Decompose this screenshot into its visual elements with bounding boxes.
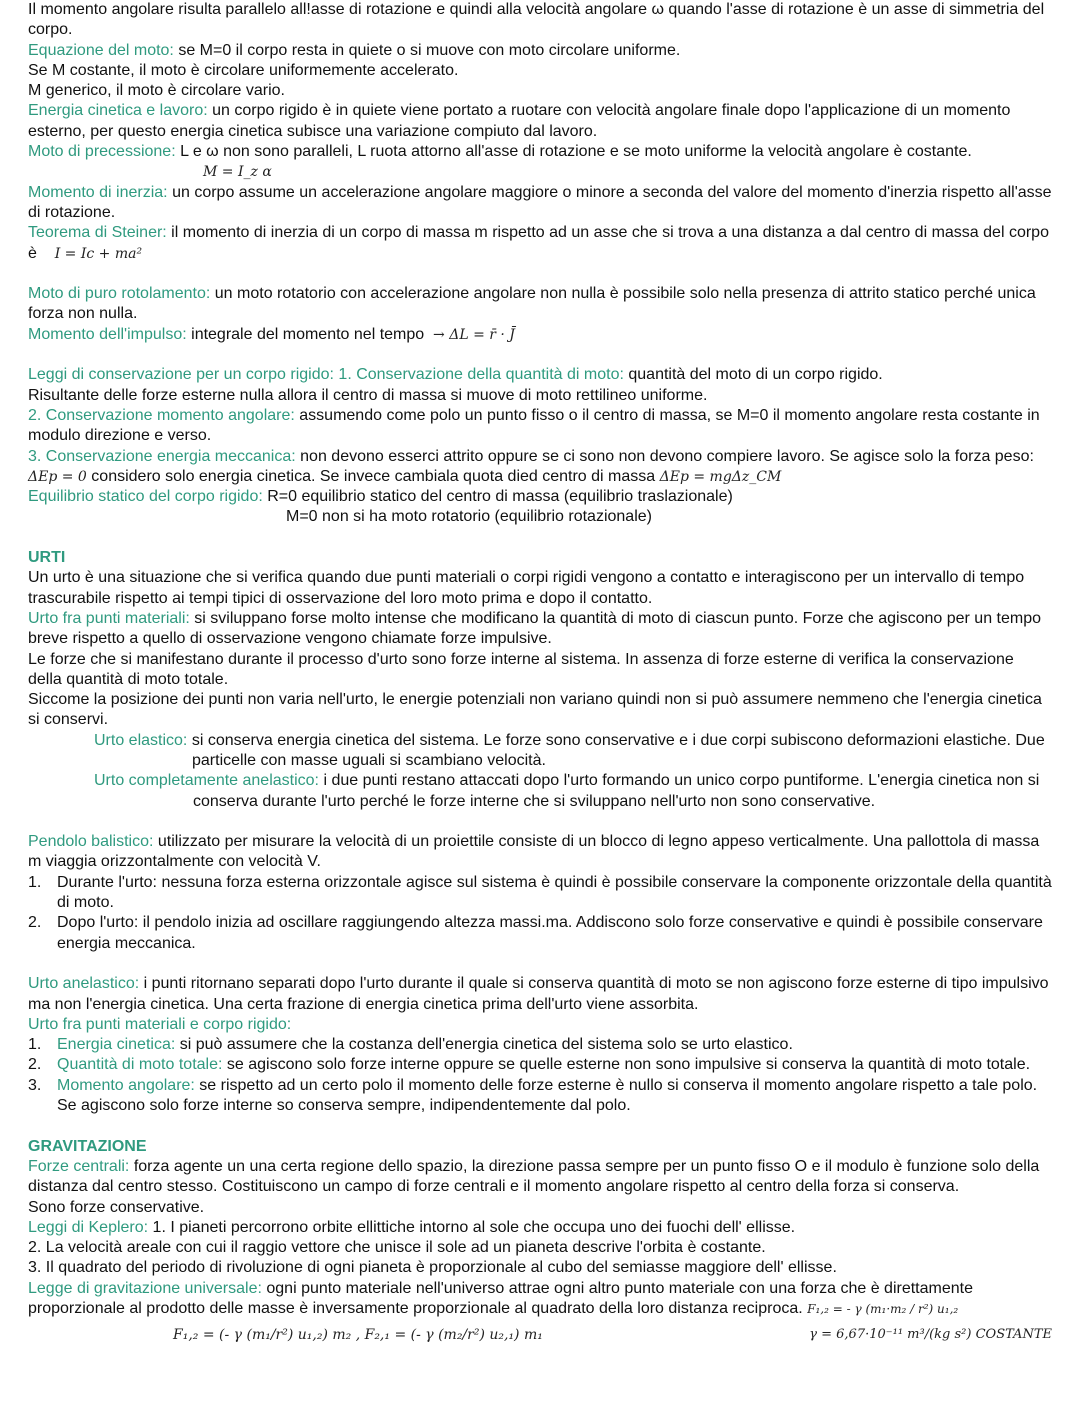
- paragraph-precession: Moto di precessione: L e ω non sono paralleli, L ruota attorno all'asse di rotazione e se moto uniforme la velocità angolare è costante.: [28, 143, 972, 161]
- paragraph-rotational-equilibrium: M=0 non si ha moto rotatorio (equilibrio rotazionale): [286, 508, 652, 526]
- paragraph-angular-momentum: Il momento angolare risulta parallelo all!asse di rotazione e quindi alla velocità angolare ω quando l'asse di rotazione è un asse di simmetria del corpo.: [28, 1, 1045, 39]
- paragraph-urto-definition: Un urto è una situazione che si verifica quando due punti materiali o corpi rigidi vengono a contatto e interagiscono per un intervallo di tempo trascurabile rispetto ai tempi tipici di osservazione del loro moto prima e dopo il contatto.: [28, 569, 1025, 607]
- formula-row: [28, 1319, 1052, 1349]
- handwritten-formula: I = Ic + ma²: [54, 245, 143, 262]
- section-heading-gravitazione: GRAVITAZIONE: [28, 1137, 147, 1155]
- term-label: Equilibrio statico del corpo rigido:: [28, 488, 263, 506]
- paragraph-moment-of-inertia: Momento di inerzia: un corpo assume un accelerazione angolare maggiore o minore a seconda del valore del momento d'inerzia rispetto all'asse di rotazione.: [28, 183, 1052, 221]
- paragraph-forze-centrali: Forze centrali: forza agente un una certa regione dello spazio, la direzione passa sempre per un punto fisso O e il modulo è funzione solo della distanza dal centro stesso. Costituiscono un campo di forze centrali e il momento angolare rispetto al centro della forza si conserva.: [28, 1157, 1040, 1196]
- handwritten-formula: F₁,₂ = - γ (m₁·m₂ / r²) u₁,₂: [807, 1302, 959, 1316]
- paragraph-equation-of-motion: Equazione del moto: se M=0 il corpo resta in quiete o si muove con moto circolare uniforme.: [28, 41, 681, 59]
- section-heading-urti: URTI: [28, 549, 66, 567]
- paragraph-urto-corpo-rigido: Urto fra punti materiali e corpo rigido:: [28, 1015, 292, 1033]
- handwritten-formula: γ = 6,67·10⁻¹¹ m³/(kg s²) COSTANTE: [809, 1327, 1052, 1343]
- term-label: Urto fra punti materiali:: [28, 609, 190, 627]
- paragraph-steiner: Teorema di Steiner: il momento di inerzia di un corpo di massa m rispetto ad un asse che si trova a una distanza a dal centro di massa del corpo è I = Ic + ma²: [28, 224, 1049, 262]
- formula-row: [28, 162, 1052, 182]
- paragraph-keplero-2: 2. La velocità areale con cui il raggio vettore che unisce il sole ad un pianeta descrive l'orbita è costante.: [28, 1239, 766, 1257]
- paragraph-conservation-angular: 2. Conservazione momento angolare: assumendo come polo un punto fisso o il centro di massa, se M=0 il momento angolare resta costante in modulo direzione e verso.: [28, 406, 1040, 445]
- paragraph-conservative: Sono forze conservative.: [28, 1198, 205, 1216]
- handwritten-formula: → ΔL = r̄ · J̄: [433, 326, 515, 343]
- handwritten-formula: F₁,₂ = (- γ (m₁/r²) u₁,₂) m₂ , F₂,₁ = (- γ (m₂/r²) u₂,₁) m₁: [173, 1327, 543, 1344]
- paragraph-generic-moment: M generico, il moto è circolare vario.: [28, 82, 285, 100]
- list-item: 2. Quantità di moto totale: se agiscono solo forze interne oppure se quelle esterne non sono impulsive si conserva la quantità di moto totale.: [28, 1056, 1031, 1074]
- paragraph-urto-punti: Urto fra punti materiali: si sviluppano forse molto intense che modificano la quantità di moto di ciascun punto. Forze che agiscono per un tempo breve rispetto a quello di osservazione vengono chiamate forze impulsive.: [28, 609, 1041, 648]
- handwritten-formula: ΔEp = mgΔz_CM: [659, 468, 782, 485]
- paragraph-pendolo: Pendolo balistico: utilizzato per misurare la velocità di un proiettile consiste di un blocco di legno appeso verticalmente. Una pallottola di massa m viaggia orizzontalmente con velocità V.: [28, 833, 1040, 871]
- paragraph-urto-anelastico-completo: Urto completamente anelastico: i due punti restano attaccati dopo l'urto formando un unico corpo puntiforme. L'energia cinetica non si conserva durante l'urto perché le forze interne che si sviluppano nell'urto non sono conservative.: [94, 772, 1040, 810]
- term-label: Urto elastico:: [94, 731, 188, 749]
- term-label: 2. Conservazione momento angolare:: [28, 406, 295, 424]
- paragraph-rolling: Moto di puro rotolamento: un moto rotatorio con accelerazione angolare non nulla è possibile solo nella presenza di attrito statico perché unica forza non nulla.: [28, 285, 1036, 323]
- term-label: Urto completamente anelastico:: [94, 772, 319, 790]
- term-label: Leggi di Keplero:: [28, 1218, 149, 1236]
- term-label: Moto di puro rotolamento:: [28, 285, 211, 303]
- term-label: Equazione del moto:: [28, 41, 174, 59]
- term-label: Leggi di conservazione per un corpo rigido: 1. Conservazione della quantità di moto:: [28, 366, 624, 384]
- paragraph-impulse-moment: Momento dell'impulso: integrale del momento nel tempo → ΔL = r̄ · J̄: [28, 325, 515, 343]
- term-label: Momento di inerzia:: [28, 183, 168, 201]
- paragraph-constant-moment: Se M costante, il moto è circolare uniformemente accelerato.: [28, 61, 459, 79]
- paragraph-resultant-forces: Risultante delle forze esterne nulla allora il centro di massa si muove di moto rettilineo uniforme.: [28, 386, 708, 404]
- paragraph-conservation-momentum: Leggi di conservazione per un corpo rigido: 1. Conservazione della quantità di moto: quantità del moto di un corpo rigido.: [28, 366, 883, 384]
- list-item: 1. Energia cinetica: si può assumere che la costanza dell'energia cinetica del sistema solo se urto elastico.: [28, 1036, 793, 1054]
- handwritten-formula: M = I_z α: [203, 164, 272, 181]
- paragraph-potential-energy: Siccome la posizione dei punti non varia nell'urto, le energie potenziali non variano quindi non si può assumere nemmeno che l'energia cinetica si conservi.: [28, 691, 1042, 729]
- paragraph-kinetic-energy-work: Energia cinetica e lavoro: un corpo rigido è in quiete viene portato a ruotare con velocità angolare finale dopo l'applicazione di un momento esterno, per questo energia cinetica subisce una variazione compiuto dal lavoro.: [28, 102, 1011, 140]
- paragraph-urto-elastico: Urto elastico: si conserva energia cinetica del sistema. Le forze sono conservative e i due corpi subiscono deformazioni elastiche. Due particelle con masse uguali si scambiano velocità.: [94, 731, 1045, 769]
- paragraph-static-equilibrium: Equilibrio statico del corpo rigido: R=0 equilibrio statico del centro di massa (equilibrio traslazionale): [28, 488, 733, 506]
- pendolo-list: [28, 873, 1052, 954]
- paragraph-internal-forces: Le forze che si manifestano durante il processo d'urto sono forze interne al sistema. In assenza di forze esterne di verifica la conservazione della quantità di moto totale.: [28, 650, 1014, 688]
- term-label: Teorema di Steiner:: [28, 224, 167, 242]
- term-label: Moto di precessione:: [28, 143, 176, 161]
- list-item: 3. Momento angolare: se rispetto ad un certo polo il momento delle forze esterne è nullo si conserva il momento angolare rispetto a tale polo. Se agiscono solo forze interne so conserva sempre, indipendentemente dal polo.: [28, 1076, 1038, 1115]
- list-item: 1. Durante l'urto: nessuna forza esterna orizzontale agisce sul sistema è quindi è possibile conservare la componente orizzontale della quantità di moto.: [28, 873, 1052, 912]
- term-label: Momento dell'impulso:: [28, 325, 187, 343]
- paragraph-conservation-energy: 3. Conservazione energia meccanica: non devono esserci attrito oppure se ci sono non devono compiere lavoro. Se agisce solo la forza peso: ΔEp = 0 considero solo energia cinetica. Se invece cambiala quota died centro di massa ΔEp = mgΔz_CM: [28, 447, 1034, 485]
- handwritten-formula: ΔEp = 0: [28, 468, 87, 485]
- list-item: 2. Dopo l'urto: il pendolo inizia ad oscillare raggiungendo altezza massi.ma. Addiscono solo forze conservative e quindi è possibile conservare energia meccanica.: [28, 914, 1043, 952]
- paragraph-keplero: Leggi di Keplero: 1. I pianeti percorrono orbite ellittiche intorno al sole che occupa uno dei fuochi dell' ellisse.: [28, 1218, 796, 1236]
- term-label: Pendolo balistico:: [28, 833, 154, 851]
- term-label: Forze centrali:: [28, 1157, 130, 1175]
- paragraph-gravitazione-universale: Legge di gravitazione universale: ogni punto materiale nell'universo attrae ogni altro punto materiale con una forza che è direttamente proporzionale al prodotto delle masse è inversamente proporzionale al quadrato della loro distanza reciproca. F₁,₂ = - γ (m₁·m₂ / r²) u₁,₂: [28, 1279, 973, 1317]
- term-label: Energia cinetica e lavoro:: [28, 102, 208, 120]
- term-label: Urto anelastico:: [28, 975, 140, 993]
- term-label: Legge di gravitazione universale:: [28, 1279, 262, 1297]
- term-label: 3. Conservazione energia meccanica:: [28, 447, 296, 465]
- paragraph-urto-anelastico: Urto anelastico: i punti ritornano separati dopo l'urto durante il quale si conserva quantità di moto se non agiscono forze esterne di tipo impulsivo ma non l'energia cinetica. Una certa frazione di energia cinetica prima dell'urto viene assorbita.: [28, 975, 1049, 1013]
- urto-rigido-list: [28, 1035, 1052, 1116]
- paragraph-keplero-3: 3. Il quadrato del periodo di rivoluzione di ogni pianeta è proporzionale al cubo del semiasse maggiore dell' ellisse.: [28, 1259, 837, 1277]
